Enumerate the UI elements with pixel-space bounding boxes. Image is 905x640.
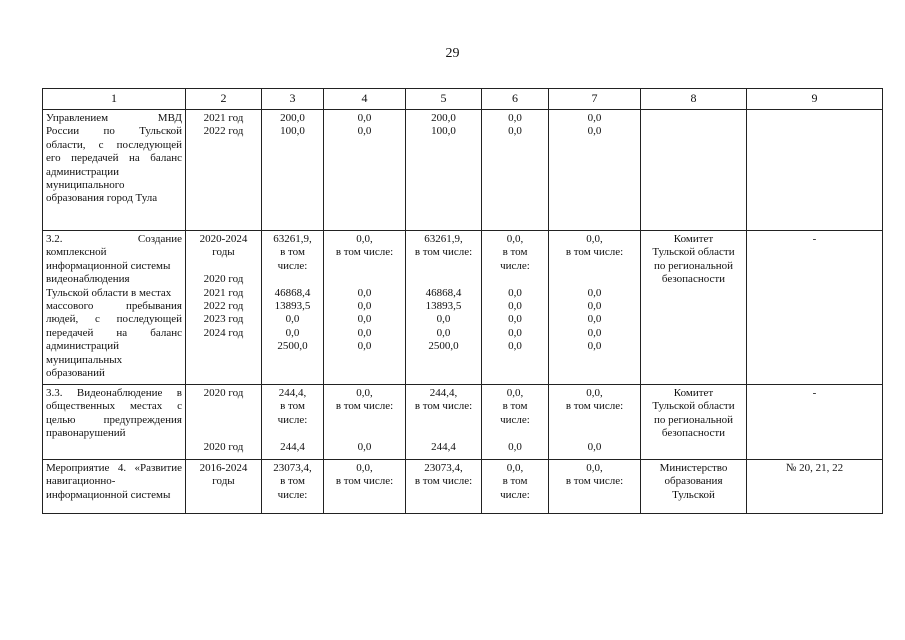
cell-text-line: Тульской области: [652, 246, 735, 259]
cell-text-line: 0,0,: [506, 233, 524, 245]
indicator-cell: -: [747, 385, 883, 460]
column-number: 4: [324, 89, 406, 110]
amount-cell: [324, 460, 406, 514]
cell-text-line: информационной системы: [46, 259, 171, 272]
indicator-cell: [747, 110, 883, 231]
cell-text-line: 0,0: [508, 313, 522, 326]
column-number: 9: [747, 89, 883, 110]
cell-text-line: числе:: [277, 413, 308, 426]
cell-text-line: по региональной: [653, 413, 734, 426]
cell-text-line: 244,4,: [429, 387, 458, 399]
cell-text-line: 0,0: [508, 300, 522, 313]
cell-text-line: общественных местах с: [46, 400, 182, 413]
cell-text-line: 2016-2024: [199, 462, 248, 474]
cell-text-line: 0,0: [357, 112, 372, 124]
program-budget-table: [42, 88, 883, 514]
line-spacer: [327, 427, 402, 440]
cell-text-line: Тульской: [672, 488, 715, 501]
period-cell: [186, 385, 262, 460]
amount-cell: [406, 460, 482, 514]
line-spacer: [485, 427, 545, 440]
cell-text-line: числе:: [500, 259, 530, 272]
cell-text-line: 100,0: [431, 125, 456, 138]
cell-text-line: 200,0: [280, 112, 305, 124]
cell-text-line: 2021 год: [203, 112, 244, 124]
indicator-cell: № 20, 21, 22: [747, 460, 883, 514]
cell-text-line: 2500,0: [428, 340, 459, 353]
cell-text-line: 2023 год: [203, 313, 244, 326]
cell-text-line: в том числе:: [565, 400, 624, 413]
cell-text-line: массового пребывания: [46, 300, 182, 313]
column-number: 7: [549, 89, 641, 110]
amount-cell: [549, 110, 641, 231]
cell-text-line: 0,0: [508, 112, 522, 124]
period-cell: [186, 231, 262, 385]
cell-text-line: по региональной: [653, 259, 734, 272]
cell-text-line: в том числе:: [335, 400, 394, 413]
cell-text-line: годы: [212, 475, 235, 488]
measure-description: [43, 231, 186, 385]
cell-text-line: Мероприятие 4. «Развитие: [46, 462, 182, 474]
cell-text-line: годы: [212, 246, 235, 259]
cell-text-line: Комитет: [673, 387, 714, 399]
cell-text-line: Министерство: [659, 462, 728, 474]
line-spacer: [327, 260, 402, 273]
cell-text-line: комплексной: [46, 246, 107, 259]
cell-text-line: 2020 год: [203, 273, 244, 286]
cell-text-line: 63261,9,: [424, 233, 463, 245]
cell-text-line: 0,0: [587, 326, 602, 339]
cell-text-line: его передачей на баланс: [46, 152, 182, 165]
cell-text-line: в том числе:: [414, 475, 473, 488]
amount-cell: [549, 231, 641, 385]
cell-text-line: администрации: [46, 165, 119, 178]
cell-text-line: Управлением МВД: [46, 112, 182, 124]
line-spacer: [189, 414, 258, 427]
cell-text-line: 0,0: [587, 440, 602, 453]
cell-text-line: 200,0: [431, 112, 456, 124]
cell-text-line: 0,0: [357, 286, 372, 299]
cell-text-line: числе:: [500, 413, 530, 426]
cell-text-line: области, с последующей: [46, 138, 182, 151]
line-spacer: [409, 260, 478, 273]
table-row: [43, 110, 883, 231]
cell-text-line: 2021 год: [203, 286, 244, 299]
line-spacer: [265, 427, 320, 440]
cell-text-line: 2024 год: [203, 326, 244, 339]
cell-text-line: 0,0,: [586, 462, 603, 474]
measure-description: [43, 460, 186, 514]
cell-text-line: 0,0: [436, 313, 451, 326]
line-spacer: [265, 273, 320, 286]
amount-cell: [482, 231, 549, 385]
column-number: 6: [482, 89, 549, 110]
cell-text-line: 2022 год: [203, 125, 244, 138]
cell-text-line: безопасности: [661, 273, 726, 286]
cell-text-line: администраций: [46, 340, 119, 353]
cell-text-line: 23073,4,: [424, 462, 463, 474]
cell-text-line: 2500,0: [277, 340, 308, 353]
cell-text-line: безопасности: [661, 427, 726, 440]
cell-text-line: 2020-2024: [199, 233, 248, 245]
line-spacer: [409, 414, 478, 427]
executor-cell: [641, 460, 747, 514]
cell-text-line: видеонаблюдения: [46, 273, 130, 286]
executor-cell: [641, 385, 747, 460]
cell-text-line: 244,4: [280, 440, 305, 453]
cell-text-line: 0,0: [508, 440, 522, 453]
cell-text-line: 0,0: [587, 112, 602, 124]
cell-text-line: образования город Тула: [46, 192, 158, 205]
cell-text-line: целью предупреждения: [46, 413, 182, 426]
amount-cell: [406, 385, 482, 460]
table-row: [43, 460, 883, 514]
cell-text-line: 0,0: [436, 326, 451, 339]
cell-text-line: 0,0: [357, 313, 372, 326]
cell-text-line: Тульской области в местах: [46, 286, 172, 299]
cell-text-line: образований: [46, 367, 105, 380]
cell-text-line: муниципального: [46, 179, 125, 192]
cell-text-line: в том числе:: [414, 246, 473, 259]
amount-cell: [482, 460, 549, 514]
cell-text-line: 0,0,: [506, 462, 524, 474]
cell-text-line: 0,0,: [506, 387, 524, 399]
executor-cell: [641, 231, 747, 385]
cell-text-line: 0,0: [357, 340, 372, 353]
cell-text-line: образования: [664, 475, 723, 488]
amount-cell: [262, 231, 324, 385]
period-cell: [186, 110, 262, 231]
line-spacer: [189, 260, 258, 273]
cell-text-line: России по Тульской: [46, 125, 182, 138]
line-spacer: [552, 414, 637, 427]
amount-cell: [482, 385, 549, 460]
cell-text-line: 23073,4,: [273, 462, 312, 474]
line-spacer: [327, 273, 402, 286]
cell-text-line: в том числе:: [335, 246, 394, 259]
cell-text-line: 0,0: [587, 340, 602, 353]
cell-text-line: людей, с последующей: [46, 313, 182, 326]
cell-text-line: 13893,5: [425, 300, 462, 312]
cell-text-line: 244,4,: [278, 387, 307, 399]
cell-text-line: 0,0: [357, 125, 372, 138]
amount-cell: [406, 231, 482, 385]
cell-text-line: в том числе:: [565, 246, 624, 259]
line-spacer: [409, 427, 478, 440]
amount-cell: [324, 231, 406, 385]
cell-text-line: 0,0,: [586, 233, 603, 245]
cell-text-line: 0,0: [508, 340, 522, 353]
amount-cell: [482, 110, 549, 231]
cell-text-line: навигационно-: [46, 475, 116, 488]
cell-text-line: 0,0: [587, 300, 602, 312]
cell-text-line: числе:: [277, 488, 308, 501]
line-spacer: [552, 260, 637, 273]
measure-description: [43, 110, 186, 231]
cell-text-line: 0,0: [587, 313, 602, 326]
cell-text-line: 3.3. Видеонаблюдение в: [46, 387, 182, 399]
line-spacer: [189, 427, 258, 440]
cell-text-line: Тульской области: [652, 400, 735, 413]
column-number: 8: [641, 89, 747, 110]
amount-cell: [262, 385, 324, 460]
cell-text-line: числе:: [277, 259, 308, 272]
period-cell: [186, 460, 262, 514]
cell-text-line: 244,4: [431, 440, 456, 453]
cell-text-line: 0,0: [587, 125, 602, 138]
line-spacer: [552, 427, 637, 440]
cell-text-line: 0,0: [285, 326, 300, 339]
column-number: 3: [262, 89, 324, 110]
executor-cell: [641, 110, 747, 231]
line-spacer: [552, 273, 637, 286]
cell-text-line: в том: [502, 475, 528, 488]
cell-text-line: 0,0: [508, 125, 522, 138]
measure-description: [43, 385, 186, 460]
amount-cell: [262, 110, 324, 231]
cell-text-line: 100,0: [280, 125, 305, 138]
amount-cell: [406, 110, 482, 231]
cell-text-line: 2020 год: [203, 440, 244, 453]
cell-text-line: в том: [280, 475, 305, 488]
cell-text-line: 3.2. Создание: [46, 233, 182, 245]
table-row: [43, 385, 883, 460]
cell-text-line: в том числе:: [565, 475, 624, 488]
cell-text-line: 0,0,: [356, 462, 373, 474]
cell-text-line: в том числе:: [414, 400, 473, 413]
amount-cell: [324, 385, 406, 460]
cell-text-line: 0,0: [587, 286, 602, 299]
amount-cell: [549, 460, 641, 514]
cell-text-line: в том числе:: [335, 475, 394, 488]
cell-text-line: 0,0: [357, 440, 372, 453]
cell-text-line: 46868,4: [274, 286, 311, 299]
cell-text-line: 46868,4: [425, 286, 462, 299]
cell-text-line: в том: [280, 400, 305, 413]
line-spacer: [409, 273, 478, 286]
cell-text-line: 0,0: [357, 300, 372, 312]
column-number: 2: [186, 89, 262, 110]
line-spacer: [485, 273, 545, 286]
cell-text-line: 2022 год: [203, 300, 244, 313]
cell-text-line: в том: [280, 246, 305, 259]
column-number-row: [43, 89, 883, 110]
indicator-cell: -: [747, 231, 883, 385]
cell-text-line: 2020 год: [203, 387, 244, 399]
page-number: 29: [445, 46, 460, 61]
cell-text-line: правонарушений: [46, 427, 126, 440]
amount-cell: [262, 460, 324, 514]
cell-text-line: 0,0,: [586, 387, 603, 399]
cell-text-line: 0,0: [285, 313, 300, 326]
cell-text-line: 0,0: [508, 326, 522, 339]
cell-text-line: числе:: [500, 488, 530, 501]
cell-text-line: муниципальных: [46, 353, 123, 366]
cell-text-line: 0,0: [508, 286, 522, 299]
line-spacer: [327, 414, 402, 427]
cell-text-line: 0,0,: [356, 233, 373, 245]
amount-cell: [549, 385, 641, 460]
cell-text-line: Комитет: [673, 233, 714, 245]
table-row: [43, 231, 883, 385]
cell-text-line: 63261,9,: [273, 233, 312, 245]
cell-text-line: передачей на баланс: [46, 326, 182, 339]
cell-text-line: информационной системы: [46, 488, 171, 501]
cell-text-line: 0,0,: [356, 387, 373, 399]
cell-text-line: 0,0: [357, 326, 372, 339]
amount-cell: [324, 110, 406, 231]
line-spacer: [189, 400, 258, 413]
cell-text-line: в том: [502, 246, 528, 259]
column-number: 1: [43, 89, 186, 110]
cell-text-line: 13893,5: [274, 300, 311, 313]
column-number: 5: [406, 89, 482, 110]
cell-text-line: в том: [502, 400, 528, 413]
